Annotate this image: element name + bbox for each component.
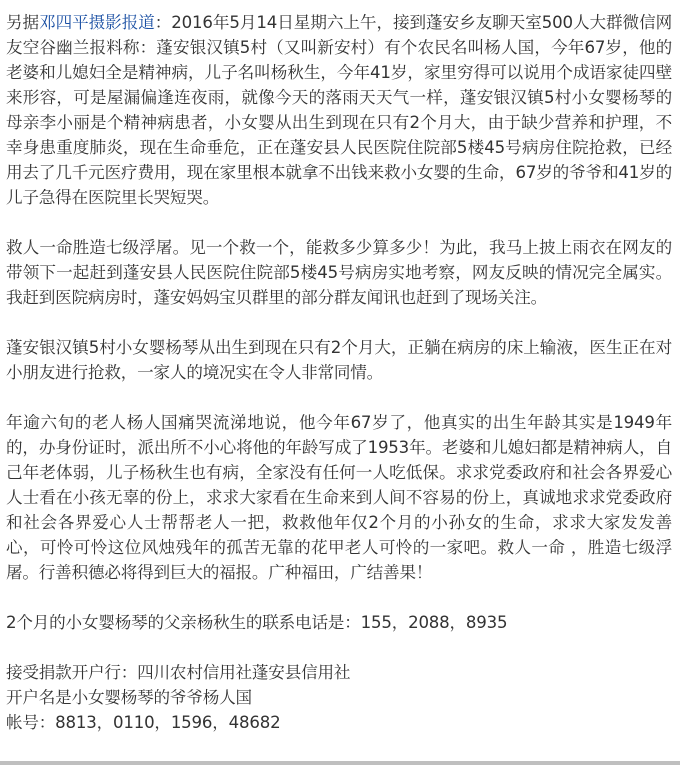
account-holder-line: 开户名是小女婴杨琴的爷爷杨人国 — [6, 688, 252, 707]
intro-body: ：2016年5月14日星期六上午，接到蓬安乡友聊天室500人大群微信网友空谷幽兰报料称：蓬安银汉镇5村（又叫新安村）有个农民名叫杨人国，今年67岁，他的老婆和儿媳妇全是精神病，儿子名叫杨秋生，今年41岁，家里穷得可以说用个成语家徒四壁来形容，可是屋漏偏逢连夜雨，就像今天的落雨天天气一样，蓬安银汉镇5村小女婴杨琴的母亲李小丽是个精神病患者，小女婴从出生到现在只有2个月大，由于缺少营养和护理，不幸身患重度肺炎，现在生命垂危，正在蓬安县人民医院住院部5楼45号病房住院抢救，已经用去了几千元医疗费用，现在家里根本就拿不出钱来救小女婴的生命，67岁的爷爷和41岁的儿子急得在医院里长哭短哭。 — [6, 13, 672, 207]
article-paragraph: 年逾六旬的老人杨人国痛哭流涕地说，他今年67岁了，他真实的出生年龄其实是1949年的，办身份证时，派出所不小心将他的年龄写成了1953年。老婆和儿媳妇都是精神病人，自己年老体弱，儿子杨秋生也有病，全家没有任何一人吃低保。求求党委政府和社会各界爱心人士看在小孩无辜的份上，求求大家看在生命来到人间不容易的份上，真诚地求求党委政府和社会各界爱心人士帮帮老人一把，救救他年仅2个月的小孙女的生命，求求大家发发善心，可怜可怜这位风烛残年的孤苦无靠的花甲老人可怜的一家吧。救人一命 ，胜造七级浮屠。行善积德必将得到巨大的福报。广种福田，广结善果！ — [6, 413, 672, 582]
contact-phone-paragraph: 2个月的小女婴杨琴的父亲杨秋生的联系电话是：155，2088，8935 — [6, 613, 508, 632]
article-paragraph: 蓬安银汉镇5村小女婴杨琴从出生到现在只有2个月大，正躺在病房的床上输液，医生正在对小朋友进行抢救，一家人的境况实在令人非常同情。 — [6, 338, 672, 382]
article-body — [6, 10, 672, 735]
intro-paragraph — [6, 10, 672, 210]
article-paragraph: 救人一命胜造七级浮屠。见一个救一个，能救多少算多少！为此，我马上披上雨衣在网友的带领下一起赶到蓬安县人民医院住院部5楼45号病房实地考察，网友反映的情况完全属实。我赶到医院病房时，蓬安妈妈宝贝群里的部分群友闻讯也赶到了现场关注。 — [6, 238, 672, 307]
bottom-image-edge — [0, 761, 680, 765]
intro-prefix: 另据 — [6, 13, 40, 32]
reporter-link[interactable]: 邓四平摄影报道 — [39, 13, 155, 32]
bank-name-line: 接受捐款开户行：四川农村信用社蓬安县信用社 — [6, 663, 351, 682]
account-number-line: 帐号：8813，0110，1596，48682 — [6, 713, 281, 732]
